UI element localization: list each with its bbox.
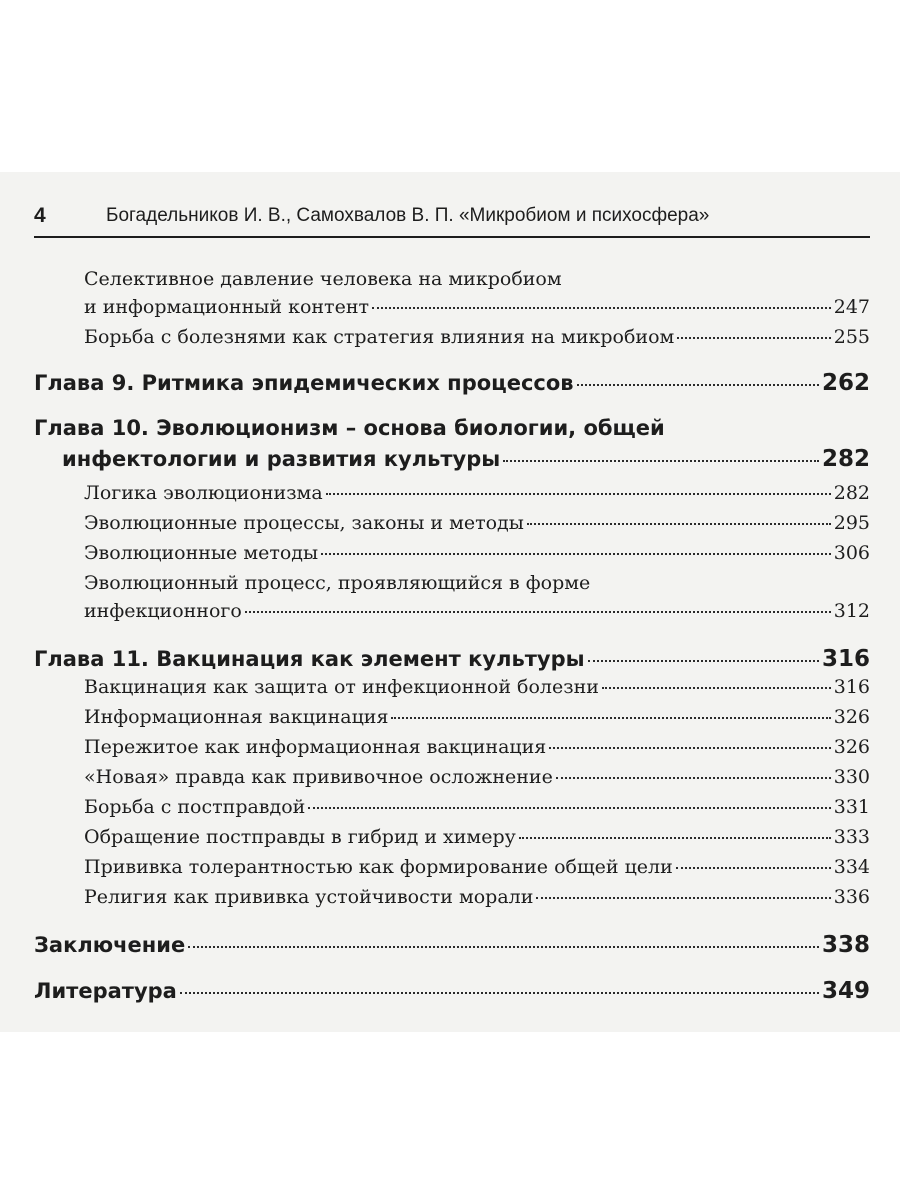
toc-chapter-title: Литература (34, 979, 177, 1003)
toc-entry[interactable] (84, 296, 870, 318)
toc-entry-page: 330 (833, 766, 870, 788)
toc-chapter[interactable] (34, 370, 870, 396)
toc-entry-page: 316 (833, 676, 870, 698)
toc-entry-title: Обращение постправды в гибрид и химеру (84, 826, 516, 848)
toc-entry-page: 326 (833, 706, 870, 728)
toc-entry-title: инфекционного (84, 600, 242, 622)
toc-entry[interactable] (84, 826, 870, 848)
toc-entry-page: 331 (833, 796, 870, 818)
toc-chapter-title: Глава 9. Ритмика эпидемических процессов (34, 371, 574, 395)
dot-leader (588, 660, 819, 662)
toc-entry-title: Религия как прививка устойчивости морали (84, 886, 534, 908)
toc-entry[interactable] (84, 856, 870, 878)
dot-leader (536, 897, 830, 899)
toc-entry-page: 334 (833, 856, 870, 878)
toc-chapter[interactable] (62, 446, 870, 472)
toc-entry[interactable] (84, 886, 870, 908)
dot-leader (391, 717, 830, 719)
dot-leader (676, 867, 831, 869)
dot-leader (188, 946, 819, 948)
toc-entry[interactable] (84, 676, 870, 698)
toc-entry-title: и информационный контент (84, 296, 369, 318)
toc-entry-page: 326 (833, 736, 870, 758)
page-number: 4 (34, 204, 46, 227)
toc-entry-title: «Новая» правда как прививочное осложнение (84, 766, 553, 788)
toc-chapter[interactable] (34, 646, 870, 672)
toc-entry[interactable] (84, 482, 870, 504)
page-header (34, 200, 870, 230)
toc-entry-page: 333 (833, 826, 870, 848)
toc-entry-title: Вакцинация как защита от инфекционной болезни (84, 676, 599, 698)
dot-leader (527, 523, 831, 525)
toc-entry[interactable] (84, 766, 870, 788)
toc-entry[interactable] (84, 706, 870, 728)
toc-entry[interactable] (84, 512, 870, 534)
toc-chapter-title: инфектологии и развития культуры (62, 447, 501, 471)
toc-chapter-title: Заключение (34, 933, 186, 957)
toc-entry-page: 295 (833, 512, 870, 534)
toc-entry[interactable] (84, 796, 870, 818)
toc-chapter-title: Глава 11. Вакцинация как элемент культуры (34, 647, 585, 671)
dot-leader (556, 777, 831, 779)
toc-entry-page: 306 (833, 542, 870, 564)
dot-leader (602, 687, 831, 689)
toc-entry-title: Информационная вакцинация (84, 706, 389, 728)
toc-chapter[interactable] (34, 932, 870, 958)
toc-entry-page: 247 (833, 296, 870, 318)
dot-leader (677, 337, 830, 339)
toc-entry-page: 255 (833, 326, 870, 348)
dot-leader (372, 307, 831, 309)
toc-entry-page: 336 (833, 886, 870, 908)
toc-entry-title: Логика эволюционизма (84, 482, 323, 504)
header-rule (34, 236, 870, 238)
dot-leader (577, 384, 819, 386)
toc-entry-title: Эволюционные методы (84, 542, 319, 564)
toc-entry-title: Борьба с постправдой (84, 796, 306, 818)
dot-leader (321, 553, 831, 555)
dot-leader (180, 992, 819, 994)
toc-entry-line1: Эволюционный процесс, проявляющийся в форме (84, 572, 591, 594)
toc-entry-title: Прививка толерантностью как формирование общей цели (84, 856, 673, 878)
dot-leader (549, 747, 830, 749)
toc-entry-line1: Селективное давление человека на микробиом (84, 268, 562, 290)
toc-chapter-line1: Глава 10. Эволюционизм – основа биологии, общей (34, 416, 665, 440)
dot-leader (519, 837, 831, 839)
toc-chapter-page: 316 (821, 646, 870, 672)
toc-entry-page: 282 (833, 482, 870, 504)
dot-leader (308, 807, 830, 809)
dot-leader (245, 611, 831, 613)
dot-leader (326, 493, 831, 495)
toc-chapter-page: 262 (821, 370, 870, 396)
toc-entry-page: 312 (833, 600, 870, 622)
toc-entry-title: Эволюционные процессы, законы и методы (84, 512, 524, 534)
toc-entry[interactable] (84, 600, 870, 622)
toc-chapter[interactable] (34, 978, 870, 1004)
toc-entry[interactable] (84, 326, 870, 348)
running-title: Богадельников И. В., Самохвалов В. П. «Микробиом и психосфера» (106, 205, 710, 226)
dot-leader (503, 460, 819, 462)
toc-chapter-page: 282 (821, 446, 870, 472)
toc-entry-title: Борьба с болезнями как стратегия влияния на микробиом (84, 326, 675, 348)
toc-chapter-page: 349 (821, 978, 870, 1004)
toc-chapter-page: 338 (821, 932, 870, 958)
toc-entry[interactable] (84, 736, 870, 758)
toc-entry[interactable] (84, 542, 870, 564)
toc-entry-title: Пережитое как информационная вакцинация (84, 736, 547, 758)
